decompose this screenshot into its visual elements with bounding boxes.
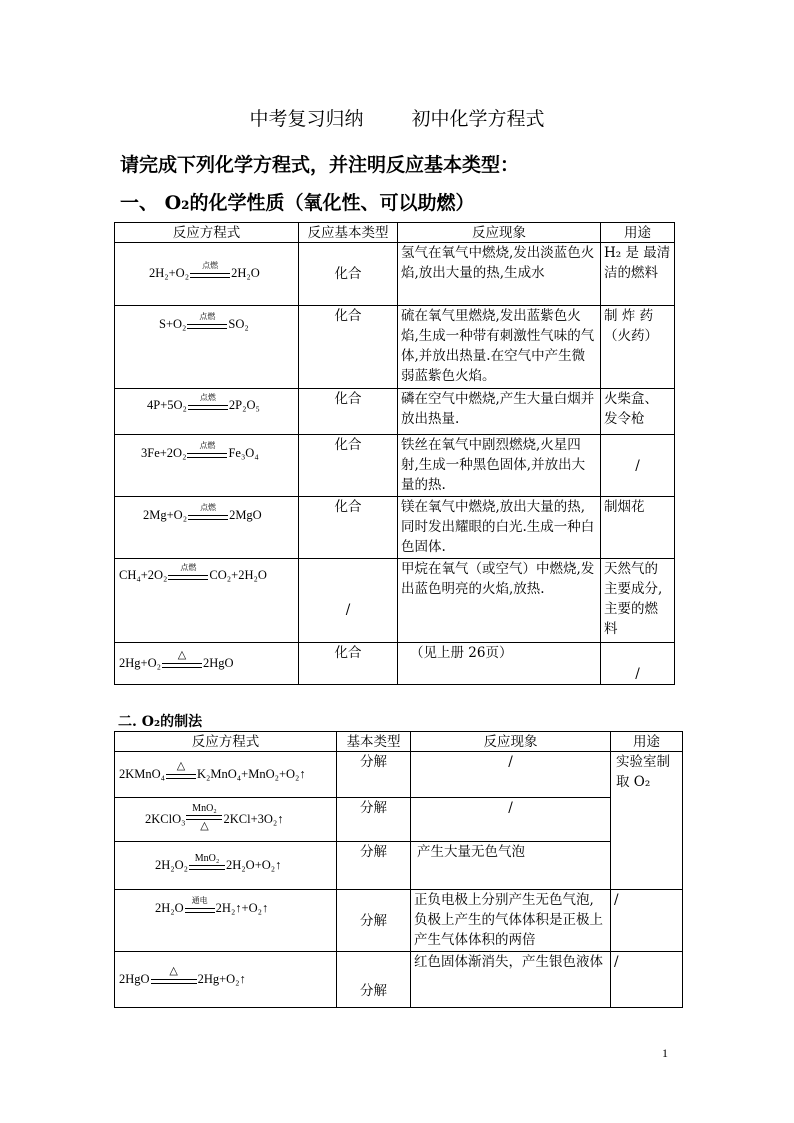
reaction-condition: 点燃 — [189, 261, 231, 287]
section2-heading: 二. O₂的制法 — [118, 714, 203, 730]
use-cell-merged: 实验室制取 O₂ — [611, 752, 683, 890]
equation-cell: 2H₂O 通电 2H₂↑+O₂↑ — [115, 890, 337, 952]
header-use: 用途 — [601, 223, 675, 243]
reaction-condition: 点燃 — [187, 503, 229, 529]
equation-cell: 2H₂+O₂ 点燃 2H₂O — [115, 243, 299, 306]
header-use: 用途 — [611, 732, 683, 752]
reaction-condition: 点燃 — [187, 393, 229, 419]
header-phenomenon: 反应现象 — [411, 732, 611, 752]
title-right: 初中化学方程式 — [411, 108, 545, 130]
oxygen-properties-table — [114, 222, 675, 685]
header-phenomenon: 反应现象 — [398, 223, 601, 243]
phenomenon-cell: / — [411, 798, 611, 842]
type-cell: 分解 — [337, 952, 411, 1008]
reaction-condition: 点燃 — [186, 441, 228, 467]
document-title — [0, 104, 794, 131]
type-cell: 化合 — [299, 243, 398, 306]
type-cell: 化合 — [299, 306, 398, 389]
type-cell: 化合 — [299, 389, 398, 435]
header-equation: 反应方程式 — [115, 223, 299, 243]
reaction-condition: 点燃 — [186, 312, 228, 338]
phenomenon-cell: （见上册 26页） — [398, 643, 601, 685]
use-cell: / — [611, 952, 683, 1008]
phenomenon-cell: 镁在氧气中燃烧,放出大量的热,同时发出耀眼的白光.生成一种白色固体. — [398, 497, 601, 559]
phenomenon-cell: 氢气在氧气中燃烧,发出淡蓝色火焰,放出大量的热,生成水 — [398, 243, 601, 306]
phenomenon-cell: 红色固体渐消失，产生银色液体 — [411, 952, 611, 1008]
phenomenon-cell: 铁丝在氧气中剧烈燃烧,火星四射,生成一种黑色固体,并放出大量的热. — [398, 435, 601, 497]
equation-cell: 2KMnO₄ △ K₂MnO₄+MnO₂+O₂↑ — [115, 752, 337, 798]
reaction-condition: △ — [150, 967, 198, 993]
oxygen-preparation-table — [114, 731, 683, 1008]
type-cell: 化合 — [299, 643, 398, 685]
reaction-condition: 点燃 — [167, 563, 209, 589]
section1-heading: 一、 O₂的化学性质（氧化性、可以助燃） — [120, 192, 475, 214]
header-type: 反应基本类型 — [299, 223, 398, 243]
header-type: 基本类型 — [337, 732, 411, 752]
equation-cell: 2KClO₃ MnO₂ △ 2KCl+3O₂↑ — [115, 798, 337, 842]
use-cell: / — [611, 890, 683, 952]
reaction-condition: 通电 — [184, 896, 216, 922]
type-cell: 分解 — [337, 842, 411, 890]
type-cell: 化合 — [299, 497, 398, 559]
reaction-condition: MnO₂ — [188, 853, 226, 879]
equation-cell: S+O₂ 点燃 SO₂ — [115, 306, 299, 389]
equation-cell: 2Mg+O₂ 点燃 2MgO — [115, 497, 299, 559]
use-cell: 天然气的主要成分,主要的燃料 — [601, 559, 675, 643]
phenomenon-cell: 硫在氧气里燃烧,发出蓝紫色火焰,生成一种带有刺激性气味的气体,并放出热量.在空气中产生微弱蓝紫色火焰。 — [398, 306, 601, 389]
equation-cell: 2Hg+O₂ △ 2HgO — [115, 643, 299, 685]
phenomenon-cell: / — [411, 752, 611, 798]
phenomenon-cell: 磷在空气中燃烧,产生大量白烟并放出热量. — [398, 389, 601, 435]
reaction-condition: △ — [161, 651, 203, 677]
type-cell: / — [299, 559, 398, 643]
equation-cell: 2HgO △ 2Hg+O₂↑ — [115, 952, 337, 1008]
equation-cell: 3Fe+2O₂ 点燃 Fe₃O₄ — [115, 435, 299, 497]
use-cell: H₂ 是 最清洁的燃料 — [601, 243, 675, 306]
title-left: 中考复习归纳 — [249, 108, 364, 130]
use-cell: 制 炸 药（火药） — [601, 306, 675, 389]
phenomenon-cell: 甲烷在氧气（或空气）中燃烧,发出蓝色明亮的火焰,放热. — [398, 559, 601, 643]
use-cell: 火柴盒、发令枪 — [601, 389, 675, 435]
reaction-condition: MnO₂ △ — [185, 803, 223, 837]
phenomenon-cell: 产生大量无色气泡 — [411, 842, 611, 890]
type-cell: 分解 — [337, 798, 411, 842]
page-number: 1 — [662, 1046, 668, 1060]
use-cell: / — [601, 643, 675, 685]
instruction-text: 请完成下列化学方程式，并注明反应基本类型： — [120, 154, 520, 176]
use-cell: / — [601, 435, 675, 497]
equation-cell: CH₄+2O₂ 点燃 CO₂+2H₂O — [115, 559, 299, 643]
equation-cell: 4P+5O₂ 点燃 2P₂O₅ — [115, 389, 299, 435]
type-cell: 分解 — [337, 752, 411, 798]
use-cell: 制烟花 — [601, 497, 675, 559]
type-cell: 化合 — [299, 435, 398, 497]
reaction-condition: △ — [165, 762, 197, 788]
type-cell: 分解 — [337, 890, 411, 952]
equation-cell: 2H₂O₂ MnO₂ 2H₂O+O₂↑ — [115, 842, 337, 890]
header-equation: 反应方程式 — [115, 732, 337, 752]
phenomenon-cell: 正负电极上分别产生无色气泡,负极上产生的气体体积是正极上产生气体体积的两倍 — [411, 890, 611, 952]
